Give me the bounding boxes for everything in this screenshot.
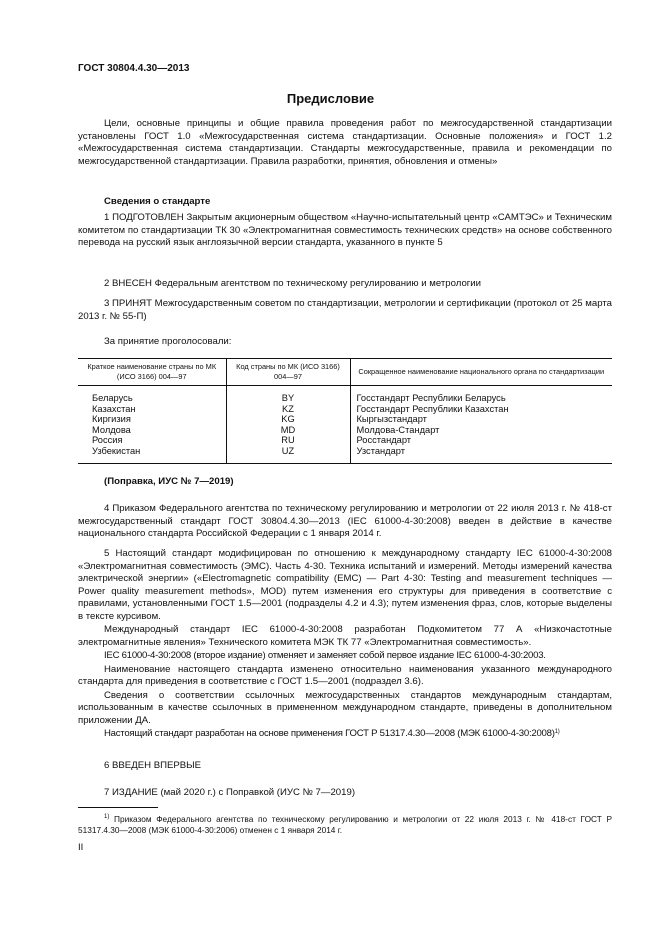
header-body: Сокращенное наименование национального органа по стандартизации: [350, 359, 612, 386]
body-cell: Кыргызстандарт: [350, 414, 612, 425]
country-cell: Узбекистан: [78, 446, 226, 463]
item-5-paragraph-6: [78, 728, 612, 741]
code-cell: BY: [226, 386, 350, 404]
body-cell: Росстандарт: [350, 435, 612, 446]
item-5-paragraph-6-text: Настоящий стандарт разработан на основе применения ГОСТ Р 51317.4.30—2008 (МЭК 61000-4-30:2008): [104, 728, 555, 739]
country-cell: Киргизия: [92, 414, 131, 425]
country-cell: Молдова: [92, 424, 131, 435]
page-title: Предисловие: [286, 91, 375, 106]
table-row: [78, 425, 612, 436]
footnote-text: Приказом Федерального агентства по техническому регулированию и метрологии от 22 июля 2013 г. № 418-ст ГОСТ Р 51317.4.30—2008 (МЭК 61000-4-30:2006) отменен с 1 января 2014 г.: [78, 814, 612, 836]
item-2-introduced: 2 ВНЕСЕН Федеральным агентством по техническому регулированию и метрологии: [104, 278, 482, 289]
item-4-order: 4 Приказом Федерального агентства по техническому регулированию и метрологии от 22 июля 2013 г. № 418-ст межгосударственный стандарт ГОСТ 30804.4.30—2013 (IEC 61000-4-30:2008) введен в действие в качестве национального стандарта Российской Федерации с 1 января 2014 г.: [78, 503, 612, 539]
item-5-paragraph-2: Международный стандарт IEC 61000-4-30:2008 разработан Подкомитетом 77 А «Низкочастотные электромагнитные явления» Технического комитета МЭК ТК 77 «Электромагнитная совместимость».: [78, 624, 612, 648]
header-country: Краткое наименование страны по МК (ИСО 3166) 004—97: [78, 359, 226, 386]
votes-table: [78, 358, 612, 464]
item-6-first-introduced: 6 ВВЕДЕН ВПЕРВЫЕ: [104, 760, 202, 771]
country-cell: Россия: [92, 435, 123, 446]
code-cell: KG: [226, 414, 350, 425]
footnote: [78, 814, 612, 836]
document-code-header: ГОСТ 30804.4.30—2013: [78, 63, 190, 74]
item-5-paragraph-3: IEC 61000-4-30:2008 (второе издание) отменяет и заменяет собой первое издание IEC 61000-4-30:2003.: [104, 650, 546, 661]
code-cell: RU: [226, 435, 350, 446]
item-1-prepared: 1 ПОДГОТОВЛЕН Закрытым акционерным обществом «Научно-испытательный центр «САМТЭС» и Техническим комитетом по стандартизации ТК 30 «Электромагнитная совместимость технических средств» на основе собственного перевода на русский язык англоязычной версии стандарта, указанного в пункте 5: [78, 212, 612, 248]
code-cell: KZ: [226, 404, 350, 415]
item-5-paragraph-4: Наименование настоящего стандарта изменено относительно наименования указанного международного стандарта для приведения в соответствие с ГОСТ 1.5—2001 (подраздел 3.6).: [78, 663, 612, 687]
votes-table-header-row: [78, 359, 612, 386]
footnote-divider: [78, 807, 158, 808]
item-5-block: [78, 548, 612, 742]
footnote-marker: 1): [104, 814, 110, 820]
item-5-paragraph-5: Сведения о соответствии ссылочных межгосударственных стандартов международным стандартам, использованным в качестве ссылочных в примененном международном стандарте, приведены в дополнительном приложении ДА.: [78, 689, 612, 726]
body-cell: Госстандарт Республики Казахстан: [350, 404, 612, 415]
body-cell: Узстандарт: [350, 446, 612, 463]
footnote-reference: 1): [554, 729, 560, 735]
code-cell: UZ: [226, 446, 350, 463]
table-row: [78, 386, 612, 404]
page-number: II: [78, 842, 84, 853]
votes-intro: За принятие проголосовали:: [104, 336, 232, 347]
table-row: [78, 446, 612, 463]
amendment-note: (Поправка, ИУС № 7—2019): [104, 476, 234, 487]
table-row: [78, 404, 612, 415]
code-cell: MD: [226, 425, 350, 436]
item-7-edition: 7 ИЗДАНИЕ (май 2020 г.) с Поправкой (ИУС № 7—2019): [104, 787, 356, 798]
body-cell: Госстандарт Республики Беларусь: [350, 386, 612, 404]
item-3-adopted: 3 ПРИНЯТ Межгосударственным советом по стандартизации, метрологии и сертификации (протокол от 25 марта 2013 г. № 55-П): [78, 298, 612, 322]
table-row: [78, 414, 612, 425]
section-heading: Сведения о стандарте: [104, 196, 211, 207]
intro-paragraph: Цели, основные принципы и общие правила проведения работ по межгосударственной стандартизации установлены ГОСТ 1.0 «Межгосударственная система стандартизации. Основные положения» и ГОСТ 1.2 «Межгосударственная система стандартизации. Стандарты межгосударственные, правила и рекомендации по межгосударственной стандартизации. Правила разработки, принятия, обновления и отмены»: [78, 118, 612, 167]
table-row: [78, 435, 612, 446]
country-cell: Беларусь: [92, 393, 133, 403]
country-cell: Казахстан: [92, 403, 136, 414]
header-code: Код страны по МК (ИСО 3166) 004—97: [226, 359, 350, 386]
item-5-paragraph-1: 5 Настоящий стандарт модифицирован по отношению к международному стандарту IEC 61000-4-30:2008 «Электромагнитная совместимость (ЭМС). Часть 4-30. Техника испытаний и измерений. Методы измерений качества электрической энергии» («Electromagnetic compatibility (EMC) — Part 4-30: Testing and measurement techniques — Power quality measurement methods», MOD) путем изменения его структуры для приведения в соответствие с правилами, установленными ГОСТ 1.5—2001 (подразделы 4.2 и 4.3); путем изменения фраз, слов, которые выделены в тексте курсивом.: [78, 548, 612, 622]
body-cell: Молдова-Стандарт: [350, 425, 612, 436]
